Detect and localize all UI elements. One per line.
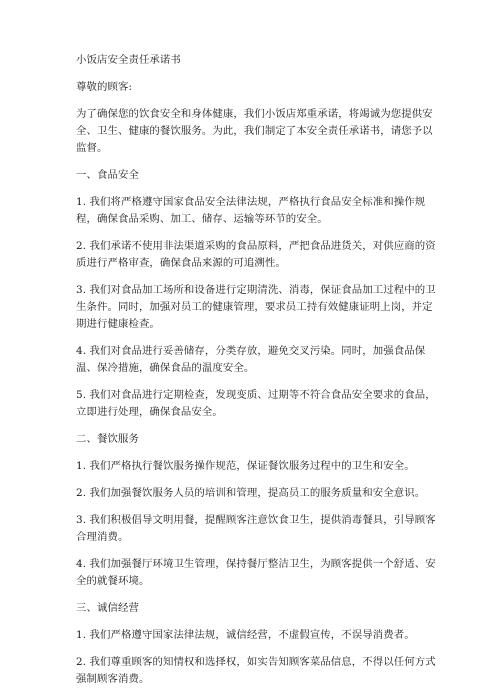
greeting: 尊敬的顾客:	[76, 81, 133, 93]
catering-service-item-1: 1. 我们严格执行餐饮服务操作规范，保证餐饮服务过程中的卫生和安全。	[76, 460, 415, 472]
food-safety-item-1: 1. 我们将严格遵守国家食品安全法律法规，严格执行食品安全标准和操作规程，确保食品采购、加工、储存、运输等环节的安全。	[76, 196, 426, 225]
catering-service-item-3: 3. 我们积极倡导文明用餐，提醒顾客注意饮食卫生，提供消毒餐具，引导顾客合理消费。	[76, 514, 436, 543]
food-safety-item-3: 3. 我们对食品加工场所和设备进行定期清洗、消毒，保证食品加工过程中的卫生条件。同时，加强对员工的健康管理，要求员工持有效健康证明上岗，并定期进行健康检查。	[76, 284, 436, 330]
section-heading-catering-service: 二、餐饮服务	[76, 433, 139, 445]
food-safety-item-5: 5. 我们对食品进行定期检查，发现变质、过期等不符合食品安全要求的食品，立即进行处理，确保食品安全。	[76, 389, 436, 418]
food-safety-item-4: 4. 我们对食品进行妥善储存，分类存放，避免交叉污染。同时，加强食品保温、保冷措施，确保食品的温度安全。	[76, 345, 426, 374]
catering-service-item-2: 2. 我们加强餐饮服务人员的培训和管理，提高员工的服务质量和安全意识。	[76, 487, 426, 499]
section-heading-honest-operation: 三、诚信经营	[76, 602, 139, 614]
catering-service-item-4: 4. 我们加强餐厅环境卫生管理，保持餐厅整洁卫生，为顾客提供一个舒适、安全的就餐环境。	[76, 558, 436, 587]
honest-operation-item-2: 2. 我们尊重顾客的知情权和选择权，如实告知顾客菜品信息，不得以任何方式强制顾客消费。	[76, 656, 436, 685]
intro-paragraph: 为了确保您的饮食安全和身体健康，我们小饭店郑重承诺，将竭诚为您提供安全、卫生、健康的餐饮服务。为此，我们制定了本安全责任承诺书，请您予以监督。	[76, 108, 433, 154]
food-safety-item-2: 2. 我们承诺不使用非法渠道采购的食品原料，严把食品进货关，对供应商的资质进行严格审查，确保食品来源的可追溯性。	[76, 240, 436, 269]
document-title: 小饭店安全责任承诺书	[76, 54, 181, 66]
document-page	[76, 52, 436, 698]
honest-operation-item-1: 1. 我们严格遵守国家法律法规，诚信经营，不虚假宣传，不误导消费者。	[76, 629, 415, 641]
section-heading-food-safety: 一、食品安全	[76, 169, 139, 181]
